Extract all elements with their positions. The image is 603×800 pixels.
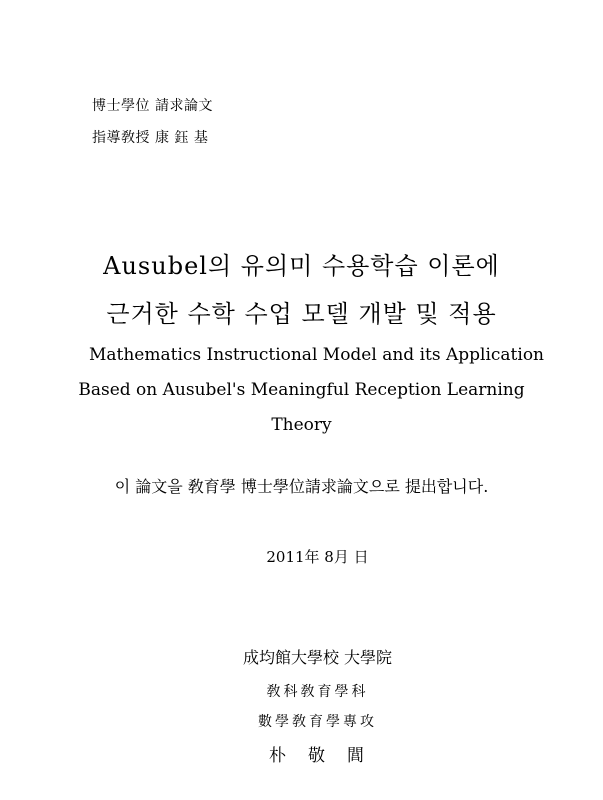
advisor-line: 指導敎授 康 鈺 基	[92, 130, 209, 146]
korean-title-line-2: 근거한 수학 수업 모델 개발 및 적용	[106, 300, 497, 328]
english-title-line-2: Based on Ausubel's Meaningful Reception Learning	[78, 380, 525, 400]
university-name: 成均館大學校 大學院	[242, 648, 393, 667]
english-title-line-3: Theory	[271, 415, 332, 435]
submission-date: 2011年 8月 日	[266, 548, 369, 566]
department-name: 敎科敎育學科	[266, 684, 369, 700]
degree-line: 博士學位 請求論文	[92, 98, 213, 114]
korean-title-line-1: Ausubel의 유의미 수용학습 이론에	[103, 252, 500, 280]
submission-statement: 이 論文을 敎育學 博士學位請求論文으로 提出합니다.	[114, 477, 489, 496]
english-title-line-1: Mathematics Instructional Model and its Application	[88, 345, 544, 365]
author-name: 朴敬閭	[269, 746, 386, 766]
major-name: 數學敎育學專攻	[258, 714, 377, 730]
